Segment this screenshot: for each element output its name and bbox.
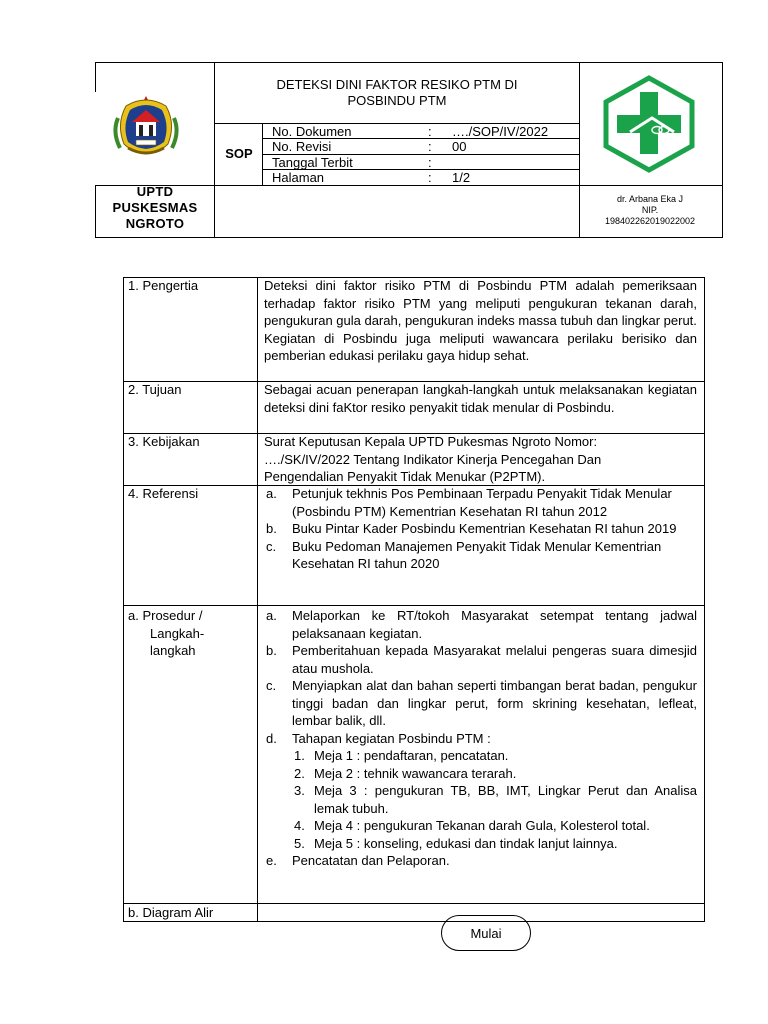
meja-item (264, 765, 697, 783)
list-text: Melaporkan ke RT/tokoh Masyarakat setempat tentang jadwal pelaksanaan kegiatan. (292, 608, 697, 641)
meja-marker: 4. (294, 818, 305, 833)
list-text: Petunjuk tekhnis Pos Pembinaan Terpadu Penyakit Tidak Menular (Posbindu PTM) Kementrian Kesehatan RI tahun 2012 (292, 486, 672, 519)
meja-text: Meja 5 : konseling, edukasi dan tindak lanjut lainnya. (314, 835, 618, 851)
meja-marker: 3. (294, 783, 305, 798)
list-item (264, 520, 684, 538)
list-text: Menyiapkan alat dan bahan seperti timbangan berat badan, pengukur tinggi badan dan lingkar perut, form skrining kesehatan, lefleat, lembar balik, dll. (292, 678, 697, 728)
meta-value: 00 (452, 139, 467, 154)
title-line-2: POSBINDU PTM (347, 93, 447, 108)
list-item (264, 642, 697, 677)
meja-text: Meja 2 : tehnik wawancara terarah. (314, 765, 517, 781)
kebijakan-line-2: …./SK/IV/2022 Tentang Indikator Kinerja Pencegahan Dan (264, 451, 602, 467)
meta-label: No. Revisi (272, 139, 332, 154)
list-text: Buku Pintar Kader Posbindu Kementrian Kesehatan RI tahun 2019 (292, 521, 677, 536)
flowchart-start-node: Mulai (441, 915, 531, 951)
kebijakan-line-1: Surat Keputusan Kepala UPTD Pukesmas Ngroto Nomor: (264, 434, 598, 449)
label-referensi: 4. Referensi (128, 486, 199, 501)
kebijakan-line-3: Pengendalian Penyakit Tidak Menukar (P2PTM). (264, 469, 546, 484)
list-text: Buku Pedoman Manajemen Penyakit Tidak Menular Kementrian Kesehatan RI tahun 2020 (292, 538, 662, 571)
organization-name (96, 184, 214, 232)
label-pengertian: 1. Pengertia (128, 278, 199, 293)
list-text: Pemberitahuan kepada Masyarakat melalui pengeras suara dimesjid atau mushola. (292, 643, 697, 676)
signer-block (580, 194, 720, 227)
signer-nip-label: NIP. (641, 205, 659, 215)
list-marker: a. (266, 486, 277, 501)
org-line-3: NGROTO (125, 216, 185, 231)
pengertian-paragraph-2: Kegiatan di Posbindu juga meliputi wawancara perilaku berisiko dan pemberian edukasi perilaku gaya hidup sehat. (264, 330, 697, 363)
tujuan-paragraph: Sebagai acuan penerapan langkah-langkah untuk melaksanakan kegiatan deteksi dini faKtor resiko penyakit tidak menular di Posbindu. (264, 382, 697, 415)
list-marker: a. (266, 608, 277, 623)
regency-seal-logo (106, 92, 186, 160)
list-text: Tahapan kegiatan Posbindu PTM : (292, 730, 491, 746)
referensi-list (264, 485, 684, 573)
list-marker: e. (266, 853, 277, 868)
meta-value: 1/2 (452, 170, 471, 185)
label-kebijakan: 3. Kebijakan (128, 434, 200, 449)
meta-separator: : (428, 139, 432, 154)
kebijakan-content (264, 433, 697, 486)
meja-item (264, 817, 697, 835)
meta-label: No. Dokumen (272, 124, 352, 139)
puskesmas-logo (600, 74, 698, 174)
pengertian-content (264, 277, 697, 365)
list-marker: b. (266, 521, 277, 536)
sop-label: SOP (225, 146, 253, 161)
org-line-1: UPTD (136, 184, 174, 199)
list-item (264, 607, 697, 642)
label-prosedur-line-1: a. Prosedur / (128, 608, 203, 623)
meja-marker: 2. (294, 765, 305, 781)
document-title (216, 77, 578, 109)
list-text: Pencatatan dan Pelaporan. (292, 853, 450, 868)
list-item (264, 677, 697, 730)
org-line-2: PUSKESMAS (112, 200, 198, 215)
tujuan-content (264, 381, 697, 416)
prosedur-list (264, 607, 697, 870)
label-prosedur-line-3: langkah (150, 643, 196, 658)
meja-item (264, 747, 697, 765)
title-line-1: DETEKSI DINI FAKTOR RESIKO PTM DI (276, 77, 518, 92)
meta-separator: : (428, 155, 432, 170)
list-item (264, 852, 697, 870)
signer-nip: 198402262019022002 (604, 216, 696, 226)
meja-item (264, 782, 697, 817)
meta-separator: : (428, 170, 432, 185)
signer-name: dr. Arbana Eka J (616, 194, 684, 204)
label-prosedur (128, 607, 204, 660)
meta-label: Halaman (272, 170, 325, 185)
meja-text: Meja 4 : pengukuran Tekanan darah Gula, Kolesterol total. (314, 818, 650, 833)
meja-text: Meja 3 : pengukuran TB, BB, IMT, Lingkar Perut dan Analisa lemak tubuh. (314, 783, 697, 816)
meta-label: Tanggal Terbit (272, 155, 353, 170)
list-marker: d. (266, 730, 277, 746)
meta-value: …./SOP/IV/2022 (452, 124, 549, 139)
list-item (264, 730, 697, 748)
meja-marker: 1. (294, 748, 305, 763)
list-marker: b. (266, 643, 277, 658)
meta-separator: : (428, 124, 432, 139)
meja-marker: 5. (294, 835, 305, 851)
pengertian-paragraph-1: Deteksi dini faktor risiko PTM di Posbindu PTM adalah pemeriksaan terhadap faktor risiko PTM yang meliputi pengukuran tekanan darah, pengukuran gula darah, pengukuran indeks massa tubuh dan lingkar perut. (264, 278, 697, 328)
label-prosedur-line-2: Langkah- (150, 625, 205, 641)
meja-item (264, 835, 697, 853)
meja-text: Meja 1 : pendaftaran, pencatatan. (314, 748, 509, 763)
label-tujuan: 2. Tujuan (128, 382, 182, 397)
list-marker: c. (266, 678, 277, 693)
list-item (264, 538, 684, 573)
list-item (264, 485, 684, 520)
label-diagram-alir: b. Diagram Alir (128, 905, 214, 920)
list-marker: c. (266, 538, 277, 554)
